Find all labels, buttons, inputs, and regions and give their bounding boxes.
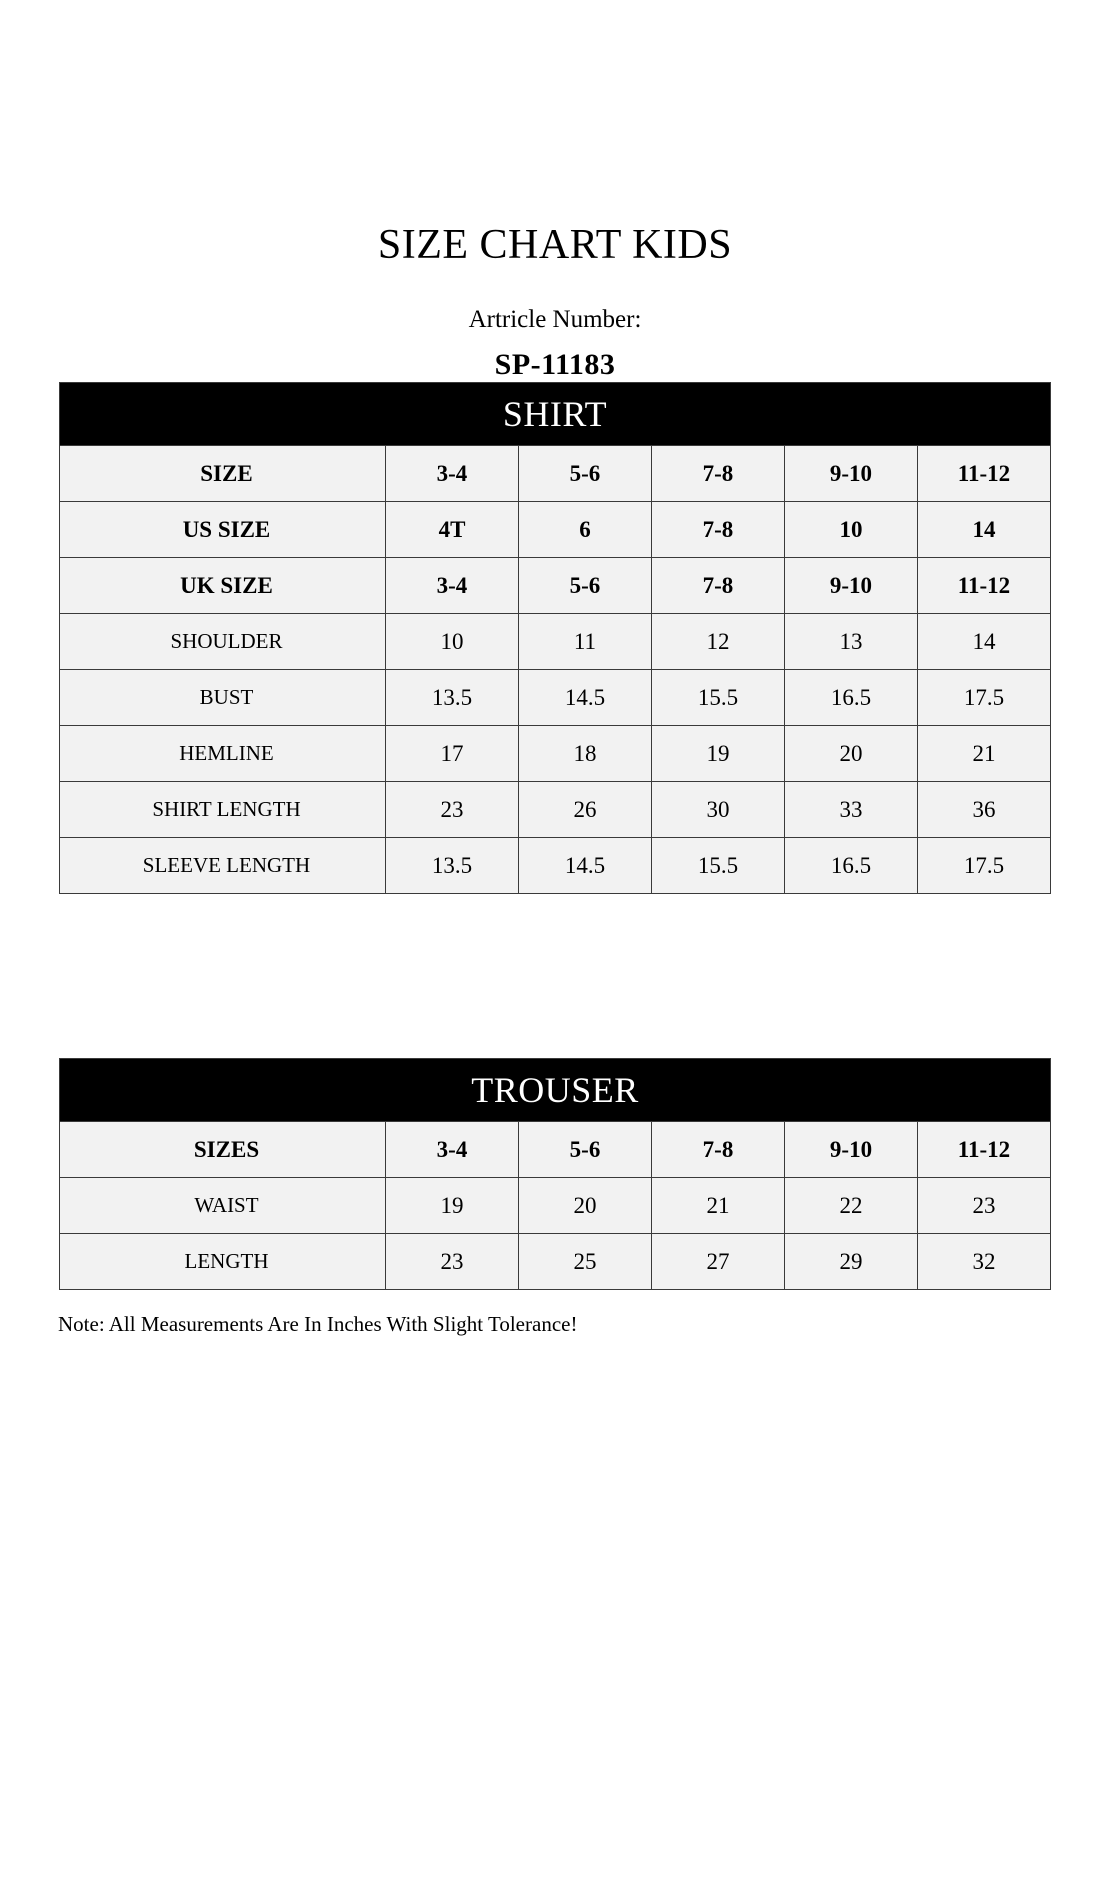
cell-value: 13.5	[385, 670, 518, 726]
table-banner-shirt	[59, 383, 1050, 446]
cell-value: 16.5	[784, 838, 917, 894]
cell-value: 11-12	[917, 558, 1050, 614]
row-label: SHIRT LENGTH	[59, 782, 385, 838]
table-row	[59, 558, 1050, 614]
cell-value: 23	[918, 1178, 1051, 1234]
cell-value: 17.5	[917, 838, 1050, 894]
cell-value: 36	[917, 782, 1050, 838]
table-row	[59, 502, 1050, 558]
cell-value: 5-6	[519, 1122, 652, 1178]
cell-value: 18	[518, 726, 651, 782]
cell-value: 4T	[385, 502, 518, 558]
cell-value: 6	[518, 502, 651, 558]
size-chart-page	[0, 222, 1110, 1887]
cell-value: 17	[385, 726, 518, 782]
cell-value: 15.5	[651, 838, 784, 894]
table-spacer	[28, 894, 1082, 1058]
table-row	[59, 782, 1050, 838]
table-banner-trouser	[60, 1059, 1051, 1122]
article-number-label: Artricle Number:	[468, 306, 642, 334]
row-label: UK SIZE	[59, 558, 385, 614]
cell-value: 20	[519, 1178, 652, 1234]
cell-value: 7-8	[652, 1122, 785, 1178]
cell-value: 10	[784, 502, 917, 558]
cell-value: 11-12	[917, 446, 1050, 502]
cell-value: 13.5	[385, 838, 518, 894]
cell-value: 21	[652, 1178, 785, 1234]
row-label: HEMLINE	[59, 726, 385, 782]
cell-value: 3-4	[386, 1122, 519, 1178]
cell-value: 10	[385, 614, 518, 670]
cell-value: 21	[917, 726, 1050, 782]
cell-value: 20	[784, 726, 917, 782]
banner-label: SHIRT	[59, 383, 1050, 446]
cell-value: 3-4	[385, 446, 518, 502]
shirt-size-table	[59, 382, 1051, 894]
cell-value: 16.5	[784, 670, 917, 726]
cell-value: 9-10	[784, 558, 917, 614]
cell-value: 15.5	[651, 670, 784, 726]
table-row	[59, 726, 1050, 782]
row-label: SLEEVE LENGTH	[59, 838, 385, 894]
page-title: SIZE CHART KIDS	[377, 222, 733, 268]
row-label: SIZE	[59, 446, 385, 502]
cell-value: 11	[518, 614, 651, 670]
cell-value: 23	[385, 782, 518, 838]
cell-value: 32	[918, 1234, 1051, 1290]
cell-value: 26	[518, 782, 651, 838]
table-row	[60, 1234, 1051, 1290]
cell-value: 9-10	[784, 446, 917, 502]
cell-value: 22	[785, 1178, 918, 1234]
article-number-value: SP-11183	[494, 348, 616, 382]
cell-value: 14	[917, 614, 1050, 670]
row-label: SHOULDER	[59, 614, 385, 670]
table-row	[60, 1122, 1051, 1178]
row-label: WAIST	[60, 1178, 386, 1234]
cell-value: 30	[651, 782, 784, 838]
cell-value: 23	[386, 1234, 519, 1290]
cell-value: 13	[784, 614, 917, 670]
row-label: SIZES	[60, 1122, 386, 1178]
cell-value: 7-8	[651, 502, 784, 558]
cell-value: 5-6	[518, 558, 651, 614]
table-row	[59, 446, 1050, 502]
cell-value: 12	[651, 614, 784, 670]
row-label: US SIZE	[59, 502, 385, 558]
cell-value: 27	[652, 1234, 785, 1290]
table-row	[60, 1178, 1051, 1234]
row-label: LENGTH	[60, 1234, 386, 1290]
cell-value: 3-4	[385, 558, 518, 614]
cell-value: 7-8	[651, 446, 784, 502]
cell-value: 5-6	[518, 446, 651, 502]
row-label: BUST	[59, 670, 385, 726]
cell-value: 9-10	[785, 1122, 918, 1178]
cell-value: 14.5	[518, 670, 651, 726]
cell-value: 11-12	[918, 1122, 1051, 1178]
cell-value: 33	[784, 782, 917, 838]
cell-value: 14	[917, 502, 1050, 558]
cell-value: 7-8	[651, 558, 784, 614]
cell-value: 17.5	[917, 670, 1050, 726]
trouser-size-table	[59, 1058, 1051, 1290]
cell-value: 14.5	[518, 838, 651, 894]
measurement-note: Note: All Measurements Are In Inches With Slight Tolerance!	[58, 1312, 578, 1337]
banner-label: TROUSER	[60, 1059, 1051, 1122]
table-row	[59, 614, 1050, 670]
table-row	[59, 838, 1050, 894]
cell-value: 29	[785, 1234, 918, 1290]
table-row	[59, 670, 1050, 726]
cell-value: 19	[386, 1178, 519, 1234]
cell-value: 19	[651, 726, 784, 782]
cell-value: 25	[519, 1234, 652, 1290]
